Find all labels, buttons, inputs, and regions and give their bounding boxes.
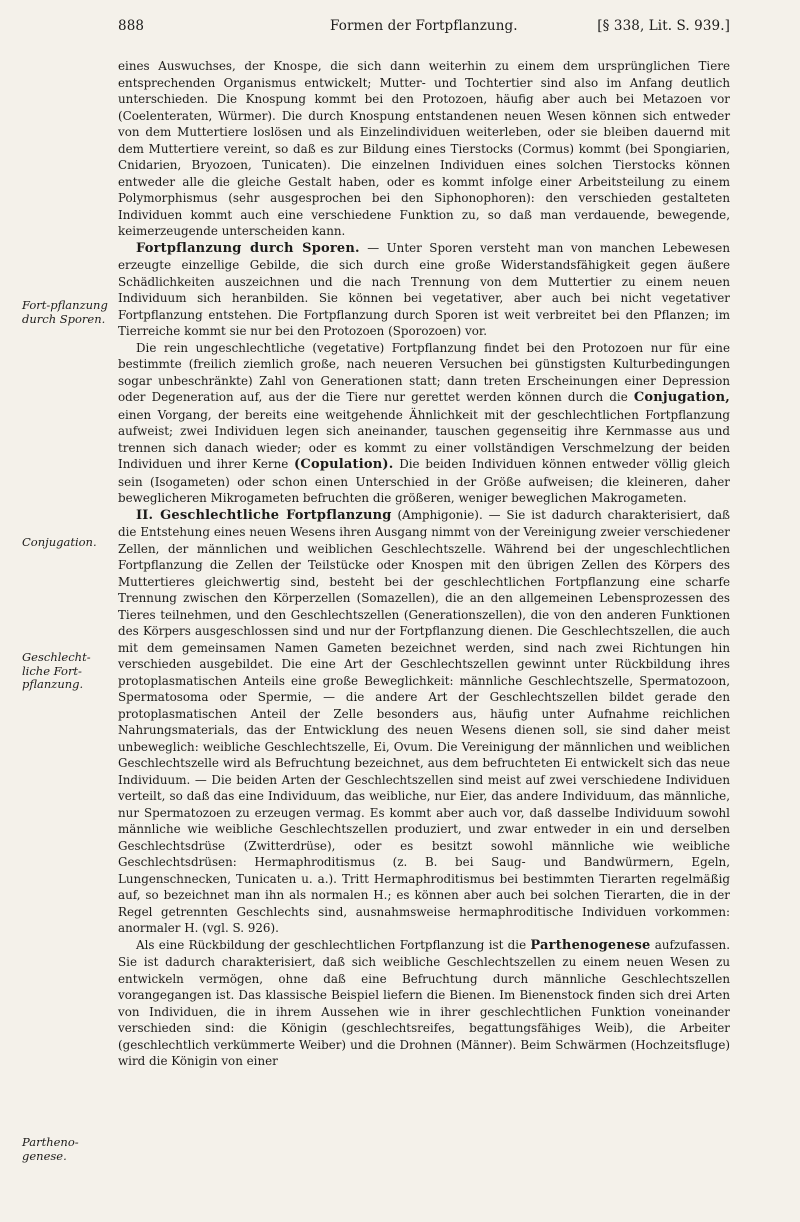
paragraph-sexual-reproduction (118, 507, 730, 937)
sexual-reproduction-text: (Amphigonie). — Sie ist dadurch charakterisiert, daß die Entstehung eines neuen Wesens ihren Ausgang nimmt von der Vereinigung zweier verschiedener Zellen, der männlichen und weiblichen Geschlechtszelle. Während bei der ungeschlechtlichen Fortpflanzung die Zellen der Teilstücke oder Knospen mit den übrigen Zellen des Körpers des Muttertieres gleichwertig sind, besteht bei der geschlechtlichen Fortpflanzung eine scharfe Trennung zwischen den Körperzellen (Somazellen), die an den allgemeinen Lebensprozessen des Tieres teilnehmen, und den Geschlechtszellen (Generationszellen), die von den anderen Funktionen des Körpers ausgeschlossen sind und nur der Fortpflanzung dienen. Die Geschlechtszellen, die auch mit dem gemeinsamen Namen Gameten bezeichnet werden, sind nach zwei Richtungen hin verschieden ausgebildet. Die eine Art der Geschlechtszellen gewinnt unter Rückbildung ihres protoplasmatischen Anteils eine große Beweglichkeit: männliche Geschlechtszelle, Spermatozoon, Spermatosoma oder Spermie, — die andere Art der Geschlechtszellen bildet gerade den protoplasmatischen Anteil der Zelle besonders aus, häufig unter Aufnahme reichlichen Nahrungsmaterials, das der Entwicklung des neuen Wesens dienen soll, sie sind daher meist unbeweglich: weibliche Geschlechtszelle, Ei, Ovum. Die Vereinigung der männlichen und weiblichen Geschlechtszelle wird als Befruchtung bezeichnet, aus dem befruchteten Ei entwickelt sich das neue Individuum. — Die beiden Arten der Geschlechtszellen sind meist auf zwei verschiedene Individuen verteilt, so daß das eine Individuum, das weibliche, nur Eier, das andere Individuum, das männliche, nur Spermatozoen zu erzeugen vermag. Es kommt aber auch vor, daß dasselbe Individuum sowohl männliche wie weibliche Geschlechtszellen produziert, und zwar entweder in ein und derselben Geschlechtsdrüse (Zwitterdrüse), oder es besitzt sowohl männliche wie weibliche Geschlechtsdrüsen: Hermaphroditismus (z. B. bei Saug- und Bandwürmern, Egeln, Lungenschnecken, Tunicaten u. a.). Tritt Hermaphroditismus bei bestimmten Tierarten regelmäßig auf, so bezeichnet man ihn als normalen H.; es können aber auch bei solchen Tierarten, die in der Regel getrennten Geschlechts sind, ausnahmsweise hermaphroditische Individuen vorkommen: anormaler H. (vgl. S. 926). (118, 507, 730, 935)
conjugation-text-2: einen Vorgang, der bereits eine weitgehende Ähnlichkeit mit der geschlechtlichen Fortpflanzung aufweist; zwei Individuen legen sich aneinander, tauschen gegenseitig ihre Kernmasse aus und trennen sich danach wieder; oder es kommt zu einer vollständigen Verschmelzung der beiden Individuen und ihrer Kerne (118, 407, 730, 471)
paragraph-spores (118, 240, 730, 340)
heading-sexual-reproduction: II. Geschlechtliche Fortpflanzung (136, 507, 392, 523)
heading-spores: Fortpflanzung durch Sporen. (136, 240, 360, 256)
margin-note-sexual-reproduction: Geschlecht-liche Fort-pflanzung. (22, 650, 91, 691)
section-reference: [§ 338, Lit. S. 939.] (597, 18, 730, 34)
running-title: Formen der Fortpflanzung. (330, 18, 518, 34)
page-header (118, 18, 730, 48)
paragraph-parthenogenesis (118, 937, 730, 1070)
page-number: 888 (118, 18, 145, 34)
spores-text: — Unter Sporen versteht man von manchen Lebewesen erzeugte einzellige Gebilde, die sich durch eine große Widerstandsfähigkeit gegen äußere Schädlichkeiten auszeichnen und die nach Trennung von dem Muttertier zu einem neuen Individuum sich heranbilden. Sie können bei vegetativer, aber auch bei nicht vegetativer Fortpflanzung entstehen. Die Fortpflanzung durch Sporen ist weit verbreitet bei den Pflanzen; im Tierreiche kommt sie nur bei den Protozoen (Sporozoen) vor. (118, 240, 730, 338)
heading-conjugation: Conjugation, (633, 390, 730, 405)
parthenogenesis-text-1: Als eine Rückbildung der geschlechtlichen Fortpflanzung ist die (136, 937, 531, 952)
paragraph-budding: eines Auswuchses, der Knospe, die sich dann weiterhin zu einem dem ursprünglichen Tiere entsprechenden Organismus entwickelt; Mutter- und Tochtertier sind also im Anfang deutlich unterschieden. Die Knospung kommt bei den Protozoen, häufig aber auch bei Metazoen vor (Coelenteraten, Würmer). Die durch Knospung entstandenen neuen Wesen können sich entweder von dem Muttertiere loslösen und als Einzelindividuen weiterleben, oder sie bleiben dauernd mit dem Muttertiere vereint, so daß es zur Bildung eines Tierstocks (Cormus) kommt (bei Spongiarien, Cnidarien, Bryozoen, Tunicaten). Die einzelnen Individuen eines solchen Tierstocks können entweder alle die gleiche Gestalt haben, oder es kommt infolge einer Arbeitsteilung zu einem Polymorphismus (sehr ausgesprochen bei den Siphonophoren): den verschieden gestalteten Individuen kommt auch eine verschiedene Funktion zu, so daß man verdauende, bewegende, keimerzeugende unterscheiden kann. (118, 59, 730, 238)
margin-note-conjugation: Conjugation. (22, 535, 97, 549)
parthenogenesis-text-2: aufzufassen. Sie ist dadurch charakterisiert, daß sich weibliche Geschlechtszellen zu einem neuen Wesen zu entwickeln vermögen, ohne daß eine Befruchtung durch männliche Geschlechtszellen vorangegangen ist. Das klassische Beispiel liefern die Bienen. Im Bienenstock finden sich drei Arten von Individuen, die in ihrem Aussehen wie in ihrer geschlechtlichen Funktion voneinander verschieden sind: die Königin (geschlechtsreifes, begattungsfähiges Weib), die Arbeiter (geschlechtlich verkümmerte Weiber) und die Drohnen (Männer). Beim Schwärmen (Hochzeitsfluge) wird die Königin von einer (118, 937, 730, 1068)
body-text (118, 58, 730, 1070)
heading-parthenogenesis: Parthenogenese (530, 937, 651, 953)
heading-copulation: (Copulation). (294, 457, 394, 472)
margin-note-parthenogenesis: Partheno-genese. (22, 1135, 79, 1163)
paragraph-conjugation (118, 340, 730, 507)
conjugation-text-3: Die beiden Individuen können entweder völlig gleich sein (Isogameten) oder schon einen Unterschied in der Größe aufweisen; die kleineren, daher beweglicheren Mikrogameten befruchten die größeren, weniger beweglichen Makrogameten. (118, 457, 730, 505)
conjugation-text-1: Die rein ungeschlechtliche (vegetative) Fortpflanzung findet bei den Protozoen nur für eine bestimmte (freilich ziemlich große, nach neueren Versuchen bei günstigsten Kulturbedingungen sogar unbeschränkte) Zahl von Generationen statt; dann treten Erscheinungen einer Depression oder Degeneration auf, aus der die Tiere nur gerettet werden können durch die (118, 340, 730, 404)
margin-note-spores: Fort-pflanzung durch Sporen. (22, 298, 108, 326)
